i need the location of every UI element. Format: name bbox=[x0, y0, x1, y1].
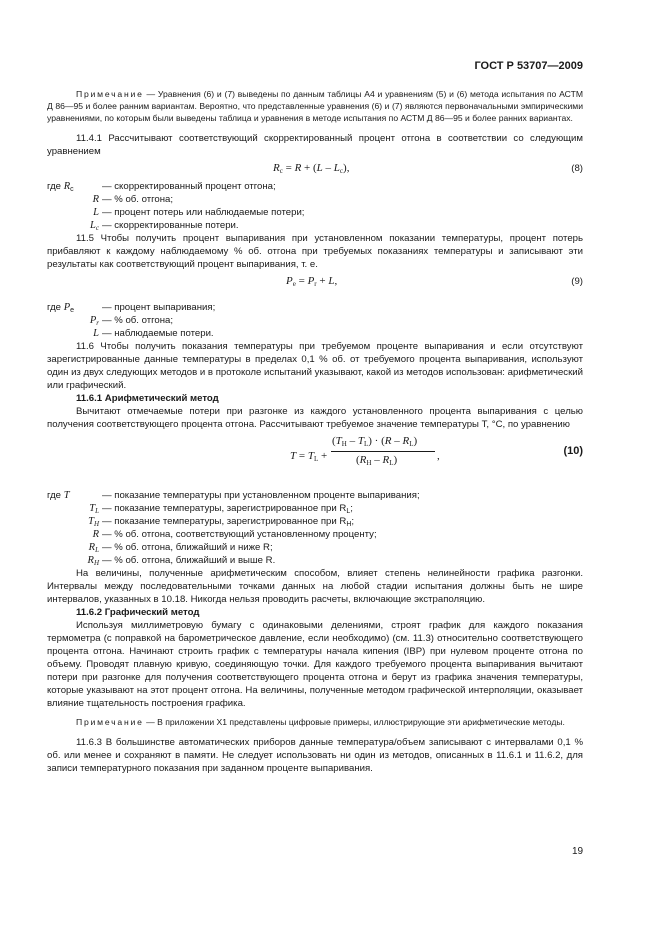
paragraph-11-4-1: 11.4.1 Рассчитывают соответствующий скорректированный процент отгона в соответствии со следующим уравнением bbox=[47, 133, 583, 157]
standard-header: ГОСТ Р 53707—2009 bbox=[474, 60, 583, 72]
equation-8-number: (8) bbox=[571, 163, 583, 174]
definition-text: — показание температуры, зарегистрированное при $R_L$; bbox=[102, 503, 353, 515]
definition-text: — показание температуры, зарегистрированное при $R_H$; bbox=[102, 516, 355, 528]
definitions-8: где $R_c$ — скорректированный процент отгона; R — % об. отгона; L — процент потерь или наблюдаемые потери; $L_c$ — скорректированные потери. bbox=[47, 181, 305, 232]
definition-text: — % об. отгона; bbox=[102, 315, 174, 326]
definition-text: — наблюдаемые потери. bbox=[102, 328, 214, 339]
equation-10-number: (10) bbox=[563, 445, 583, 457]
equation-9-formula: $P_e = P_r + L$, bbox=[286, 275, 338, 288]
equation-10: $T = T_L$ + $(T_H - T_L) \cdot (R - R_L)$ $(R_H - R_L)$ , (10) bbox=[290, 435, 583, 467]
equation-9-number: (9) bbox=[571, 276, 583, 287]
note-1-label: Примечание bbox=[76, 89, 144, 99]
paragraph-11-6-3: 11.6.3 В большинстве автоматических приборов данные температура/объем записывают с интервалами 0,1 % об. или менее и сохраняют в памяти. Не следует использовать ни один из методов, описанных в 11.6.1 и 11.6.2, для записи температурного показания при заданном проценте выпаривания. bbox=[47, 737, 583, 774]
definition-text: — скорректированный процент отгона; bbox=[102, 181, 276, 192]
paragraph-11-5: 11.5 Чтобы получить процент выпаривания при установленном показании температуры, процент потерь прибавляют к каждому наблюдаемому % об. отгона при требуемых показаниях температуры и записывают эти результаты как соответствующий процент выпаривания, т. е. bbox=[47, 233, 583, 270]
page-content bbox=[47, 88, 583, 775]
heading-11-6-2: 11.6.2 Графический метод bbox=[76, 607, 200, 618]
equation-8-formula: $R_c = R + (L - L_c)$, bbox=[273, 162, 350, 175]
definition-text: — процент потерь или наблюдаемые потери; bbox=[102, 207, 305, 218]
definition-text: — % об. отгона; bbox=[102, 194, 174, 205]
definition-text: — % об. отгона, ближайший и выше R. bbox=[102, 555, 276, 566]
definitions-9: где $P_e$ — процент выпаривания; $P_r$ — % об. отгона; L — наблюдаемые потери. bbox=[47, 302, 216, 339]
definition-text: — % об. отгона, ближайший и ниже R; bbox=[102, 542, 273, 553]
note-2-label: Примечание bbox=[76, 717, 144, 727]
definition-text: — скорректированные потери. bbox=[102, 220, 239, 231]
definition-text: — показание температуры при установленном проценте выпаривания; bbox=[102, 490, 420, 501]
heading-11-6-1: 11.6.1 Арифметический метод bbox=[76, 393, 219, 404]
paragraph-11-6-1-nonlinearity: На величины, полученные арифметическим способом, влияет степень нелинейности графика разгонки. Интервалы между последовательными точками данных на любой стадии испытания должны быть не шире интервалов, указанных в 10.18. Никогда нельзя проводить расчеты, включающие экстраполяцию. bbox=[47, 568, 583, 605]
paragraph-11-6: 11.6 Чтобы получить показания температуры при требуемом проценте выпаривания и если отсутствуют зарегистрированные данные температуры в пределах 0,1 % об. от требуемого процента выпаривания, используют один из двух следующих методов и в протоколе испытаний указывают, какой из методов использован: арифметический или графический. bbox=[47, 341, 583, 391]
definitions-10: где T — показание температуры при установленном проценте выпаривания; $T_L$ — показание температуры, зарегистрированное при $R_L$; $T_H$ — показание температуры, зарегистрированное при $R_H$; R — % об. отгона, соответствующий установленному проценту; $R_L$ — % об. отгона, ближайший и ниже R; $R_H$ — % об. отгона, ближайший и выше R. bbox=[47, 490, 420, 567]
paragraph-11-6-1: Вычитают отмечаемые потери при разгонке из каждого установленного процента выпаривания с целью получения соответствующего процента отгона. Рассчитывают требуемое значение температуры T, °С, по уравнению bbox=[47, 406, 583, 430]
note-2-text: — В приложении Х1 представлены цифровые примеры, иллюстрирующие эти арифметические методы. bbox=[143, 717, 565, 727]
equation-9 bbox=[47, 271, 583, 295]
note-1-text: — Уравнения (6) и (7) выведены по данным таблицы А4 и уравнениям (5) и (6) метода испытания по АСТМ Д 86—95 и более ранним вариантам. Вероятно, что представленные уравнения (6) и (7) являются первоначальными эмпирическими уравнениями, по которым были выведены таблица и уравнения в методе испытания по АСТМ Д 86—95 и более ранних вариантах. bbox=[47, 89, 583, 123]
paragraph-11-6-2: Используя миллиметровую бумагу с одинаковыми делениями, строят график для каждого показания термометра (с поправкой на барометрическое давление, если необходимо) (см. 11.3) относительно соответствующего процента отгона. Начинают строить график с температуры начала кипения (IBP) при нулевом проценте отгона по объему. Проводят плавную кривую, соединяющую точки. Для каждого требуемого процента выпаривания вычитают потери при разгонке для получения соответствующего процента отгона и берут из графика значения температуры, которые указывают на этот процент отгона. На величины, полученные методом графической интерполяции, оказывает влияние тщательность построения графика. bbox=[47, 620, 583, 709]
definition-text: — % об. отгона, соответствующий установленному проценту; bbox=[102, 529, 377, 540]
equation-8 bbox=[47, 158, 583, 180]
note-2 bbox=[47, 716, 583, 728]
note-1 bbox=[47, 88, 583, 124]
definition-text: — процент выпаривания; bbox=[102, 302, 216, 313]
page-number: 19 bbox=[572, 846, 584, 857]
